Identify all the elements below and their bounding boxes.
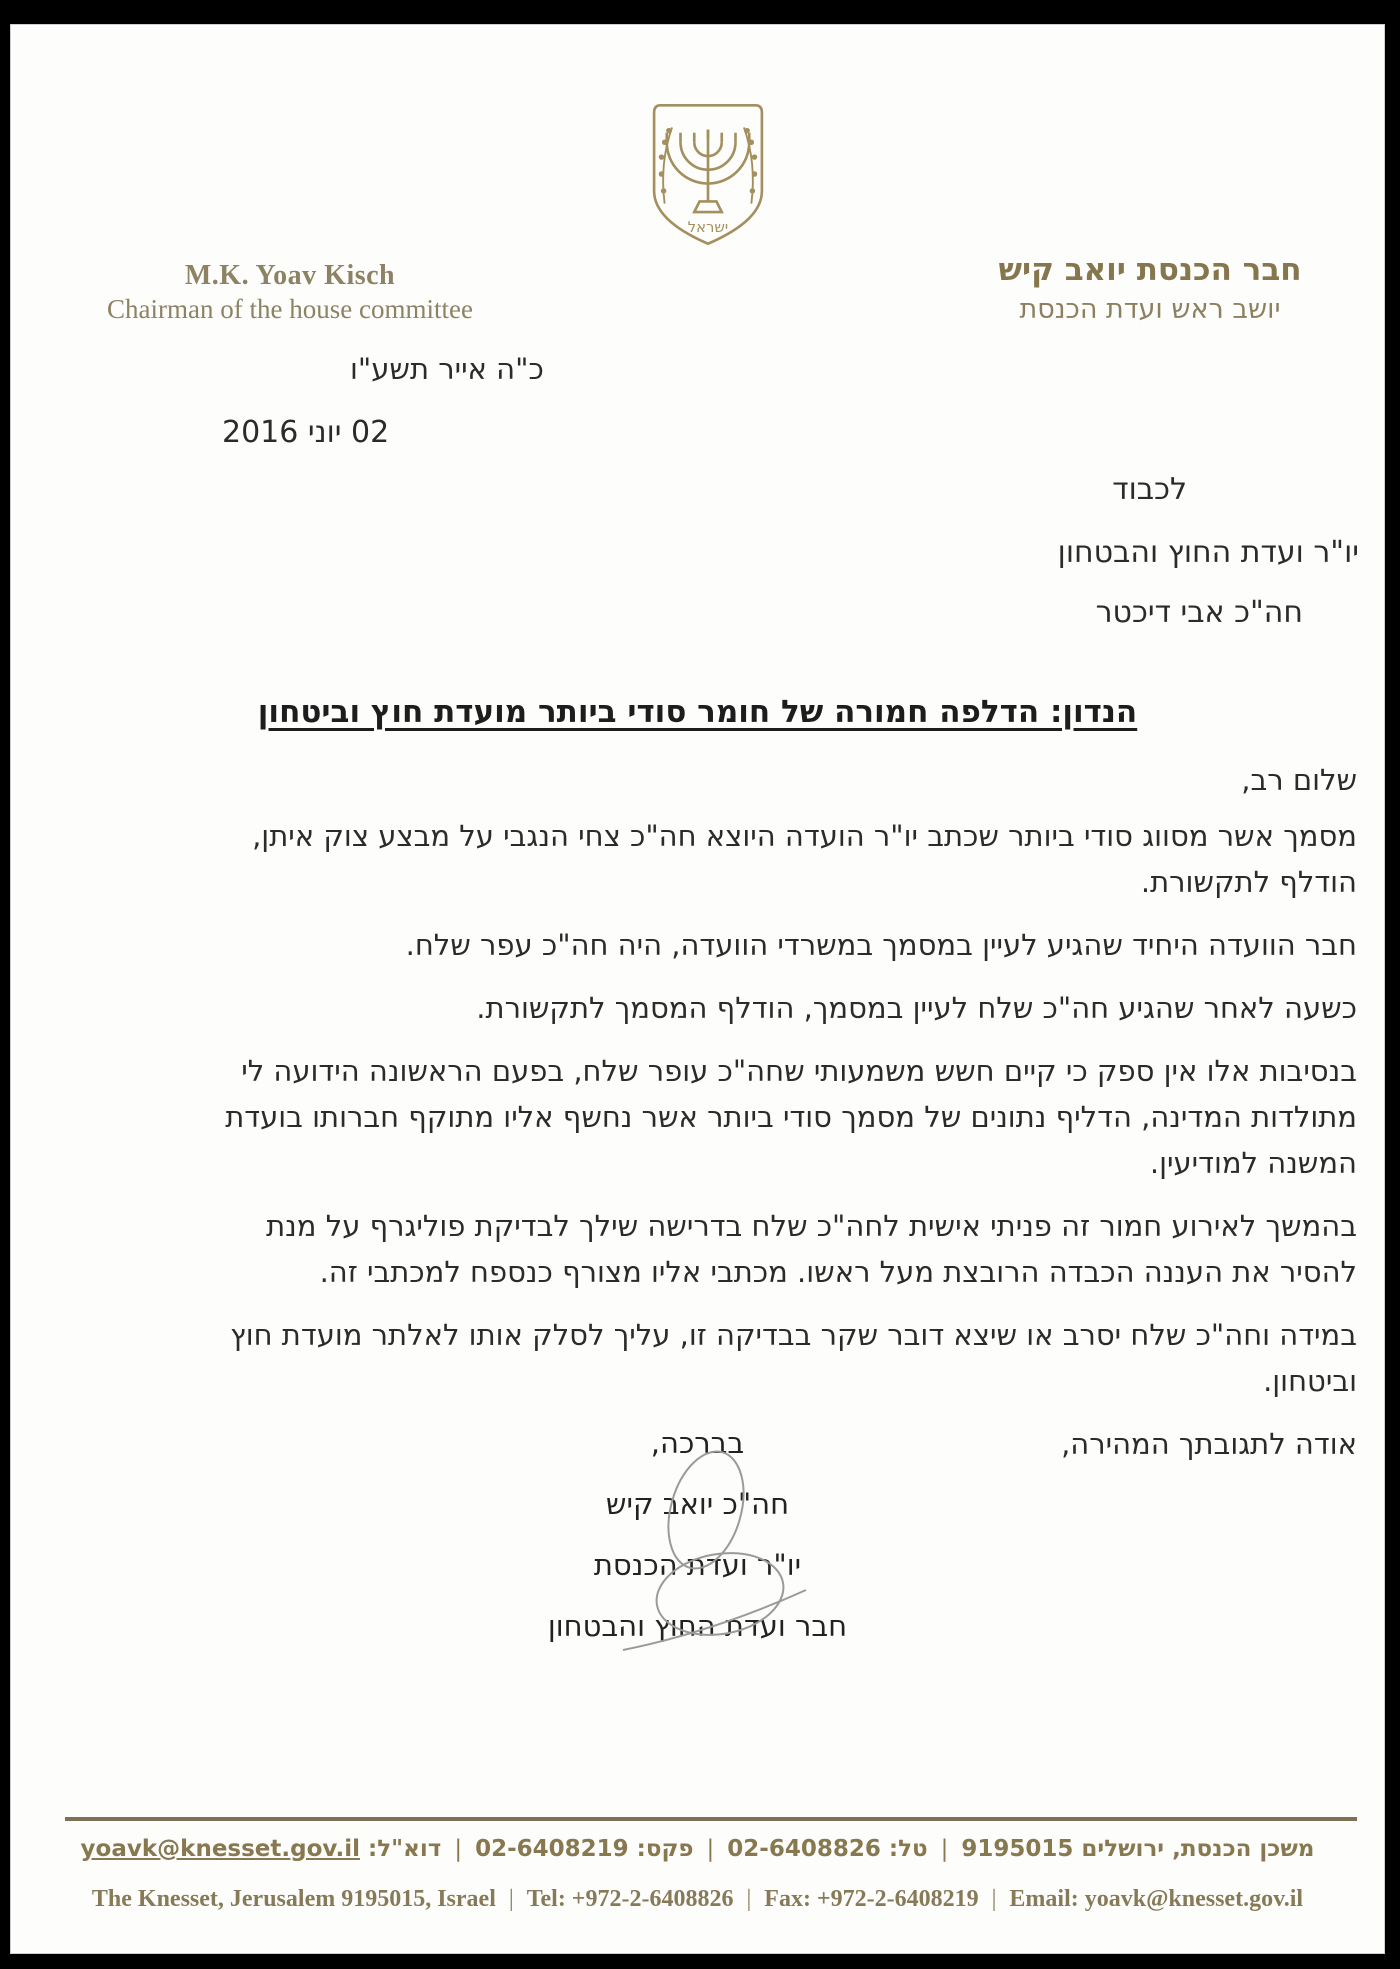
letter-body <box>210 757 1357 1484</box>
footer-separator: | <box>746 1886 752 1912</box>
subject-line <box>10 694 1385 730</box>
footer-separator: | <box>991 1886 997 1912</box>
body-paragraph: מסמך אשר מסווג סודי ביותר שכתב יו"ר הועדה היוצא חה"כ צחי הנגבי על מבצע צוק איתן, הודלף לתקשורת. <box>252 819 1357 899</box>
signature-name: חה"כ יואב קיש <box>605 1487 790 1521</box>
hebrew-date: כ"ה אייר תשע"ו <box>350 352 544 386</box>
recipient-salutation: לכבוד <box>1112 472 1187 507</box>
footer-he-email-link[interactable]: yoavk@knesset.gov.il <box>80 1836 361 1862</box>
signature-title-2: חבר ועדת החוץ והבטחון <box>547 1609 848 1643</box>
footer-english <box>10 1886 1385 1913</box>
body-paragraph: כשעה לאחר שהגיע חה"כ שלח לעיין במסמך, הודלף המסמך לתקשורת. <box>476 991 1357 1025</box>
subject-text: הנדון: הדלפה חמורה של חומר סודי ביותר מועדת חוץ וביטחון <box>257 694 1138 730</box>
menorah-shield-icon <box>642 100 774 248</box>
emblem-israel-label: ישראל <box>687 219 729 237</box>
footer-en-address: The Knesset, Jerusalem 9195015, Israel <box>91 1886 496 1912</box>
letterhead-english-name: M.K. Yoav Kisch <box>184 260 396 291</box>
letterhead-hebrew-title: יושב ראש ועדת הכנסת <box>1019 294 1281 325</box>
footer-separator: | <box>940 1836 949 1862</box>
body-paragraph: במידה וחה"כ שלח יסרב או שיצא דובר שקר בבדיקה זו, עליך לסלק אותו לאלתר מועדת חוץ וביטחון. <box>230 1318 1357 1398</box>
body-paragraph: חבר הוועדה היחיד שהגיע לעיין במסמך במשרדי הוועדה, היה חה"כ עפר שלח. <box>405 928 1357 962</box>
letter-page <box>10 24 1385 1954</box>
letterhead-hebrew <box>940 252 1360 325</box>
footer-he-tel: טל: 02-6408826 <box>727 1836 928 1862</box>
footer-en-fax: Fax: +972-2-6408219 <box>764 1886 979 1912</box>
footer-divider <box>65 1817 1357 1821</box>
footer-he-email-label: דוא"ל: <box>368 1836 442 1862</box>
signature-closing: בברכה, <box>650 1426 745 1460</box>
footer-en-email-label: Email: <box>1009 1886 1079 1912</box>
signature-title-1: יו"ר ועדת הכנסת <box>593 1548 802 1582</box>
body-paragraph: בנסיבות אלו אין ספק כי קיים חשש משמעותי שחה"כ עופר שלח, בפעם הראשונה הידועה לי מתולדות המדינה, הדליף נתונים של מסמך סודי ביותר אשר נחשף אליו מתוקף חברותו בועדת המשנה למודיעין. <box>225 1054 1357 1180</box>
footer-en-tel: Tel: +972-2-6408826 <box>526 1886 734 1912</box>
closing-request: אודה לתגובתך המהירה, <box>1061 1427 1357 1461</box>
footer-he-address: משכן הכנסת, ירושלים 9195015 <box>961 1836 1315 1862</box>
gregorian-date: 02 יוני 2016 <box>222 415 390 450</box>
footer-hebrew <box>10 1836 1385 1862</box>
footer-separator: | <box>454 1836 463 1862</box>
recipient-line1: יו"ר ועדת החוץ והבטחון <box>1057 535 1359 570</box>
footer-separator: | <box>706 1836 715 1862</box>
recipient-line2: חה"כ אבי דיכטר <box>1095 595 1303 630</box>
body-paragraph: בהמשך לאירוע חמור זה פניתי אישית לחה"כ שלח בדרישה שילך לבדיקת פוליגרף על מנת להסיר את העננה הכבדה הרובצת מעל ראשו. מכתבי אליו מצורף כנספח למכתבי זה. <box>266 1209 1357 1289</box>
footer-en-email-link[interactable]: yoavk@knesset.gov.il <box>1084 1886 1304 1912</box>
letterhead-hebrew-name: חבר הכנסת יואב קיש <box>998 252 1302 288</box>
footer-separator: | <box>508 1886 514 1912</box>
letterhead-english <box>80 260 500 325</box>
signature-block <box>10 1426 1385 1670</box>
israel-state-emblem-icon <box>642 100 774 248</box>
letterhead-english-title: Chairman of the house committee <box>107 294 473 324</box>
footer-he-fax: פקס: 02-6408219 <box>475 1836 694 1862</box>
greeting: שלום רב, <box>1241 763 1357 797</box>
